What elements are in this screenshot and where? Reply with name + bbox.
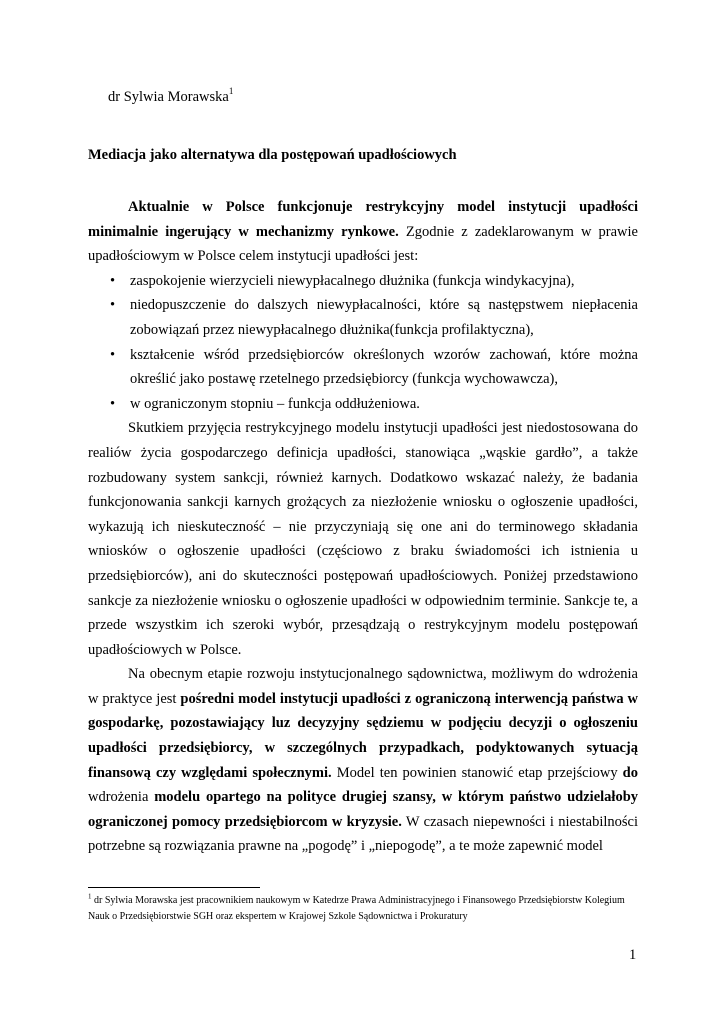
model-text-3: wdrożenia [88, 789, 155, 806]
intro-bold-text: Aktualnie w Polsce funkcjonuje restrykcyjny model instytucji upadłości minimalnie ingerujący w mechanizmy rynkowe. [88, 199, 638, 240]
model-bold-3: modelu opartego na polityce drugiej szansy, w którym państwo udzielałoby ograniczonej pomocy przedsiębiorcom w kryzysie. [88, 789, 639, 830]
list-item [88, 293, 638, 342]
list-item [88, 392, 638, 417]
author-name: dr Sylwia Morawska [108, 89, 229, 105]
page-number: 1 [629, 947, 637, 963]
model-bold-2: do [622, 764, 638, 781]
intro-paragraph [88, 195, 638, 269]
footnote-text: dr Sylwia Morawska jest pracownikiem naukowym w Katedrze Prawa Administracyjnego i Finansowego Przedsiębiorstw Kolegium Nauk o Przedsiębiorstwie SGH oraz ekspertem w Krajowej Szkole Sądownictwa i Prokuratury [88, 895, 625, 922]
author-footnote-mark: 1 [228, 86, 234, 97]
list-item-text: kształcenie wśród przedsiębiorców określonych wzorów zachowań, które można określić jako postawę rzetelnego przedsiębiorcy (funkcja wychowawcza), [130, 346, 638, 388]
author-line [108, 88, 233, 106]
footnote-separator [88, 887, 260, 888]
document-body [88, 195, 638, 859]
footnote [88, 893, 648, 925]
model-text-2: Model ten powinien stanowić etap przejściowy [331, 764, 623, 781]
sanctions-paragraph: Skutkiem przyjęcia restrykcyjnego modelu instytucji upadłości jest niedostosowana do realiów życia gospodarczego definicja upadłości, stanowiąca „wąskie gardło”, a także rozbudowany system sankcji, również karnych. Dodatkowo wskazać należy, że badania funkcjonowania sankcji karnych grożących za niezłożenie wniosku o ogłoszenie upadłości, wykazują ich nieskuteczność – nie przyczyniają się one ani do terminowego składania wniosków o ogłoszenie upadłości (częściowo z braku świadomości ich istnienia u przedsiębiorców), ani do skuteczności postępowań upadłościowych. Poniżej przedstawiono sankcje za niezłożenie wniosku o ogłoszenie upadłości w odpowiednim terminie. Sankcje te, a przede wszystkim ich szeroki wybór, przesądzają o restrykcyjnym modelu postępowań upadłościowych w Polsce. [88, 420, 638, 658]
list-item [88, 269, 638, 294]
bullet-icon: • [110, 346, 116, 363]
intro-text: Zgodnie z zadeklarowanym w prawie upadłościowym w Polsce celem instytucji upadłości jest: [88, 223, 638, 265]
objectives-list [88, 269, 638, 417]
model-text-1: Na obecnym etapie rozwoju instytucjonalnego sądownictwa, możliwym do wdrożenia w praktyce jest [88, 666, 638, 707]
model-text-4: W czasach niepewności i niestabilności potrzebne są rozwiązania prawne na „pogodę” i „niepogodę”, a te może zapewnić model [88, 813, 638, 855]
bullet-icon: • [110, 272, 116, 289]
footnote-mark: 1 [88, 892, 92, 901]
bullet-icon: • [110, 297, 116, 314]
model-bold-1: pośredni model instytucji upadłości z ograniczoną interwencją państwa w gospodarkę, pozostawiający luz decyzyjny sędziemu w podjęciu decyzji o ogłoszeniu upadłości przedsiębiorcy, w szczególnych przypadkach, podyktowanych sytuacją finansową czy względami społecznymi. [88, 690, 638, 781]
list-item-text: niedopuszczenie do dalszych niewypłacalności, które są następstwem niepłacenia zobowiązań przez niewypłacalnego dłużnika(funkcja profilaktyczna), [130, 297, 638, 338]
bullet-icon: • [110, 395, 116, 412]
list-item-text: zaspokojenie wierzycieli niewypłacalnego dłużnika (funkcja windykacyjna), [130, 272, 575, 289]
document-title: Mediacja jako alternatywa dla postępowań upadłościowych [88, 147, 457, 163]
list-item [88, 343, 638, 392]
list-item-text: w ograniczonym stopniu – funkcja oddłużeniowa. [130, 395, 420, 412]
model-paragraph [88, 662, 638, 859]
